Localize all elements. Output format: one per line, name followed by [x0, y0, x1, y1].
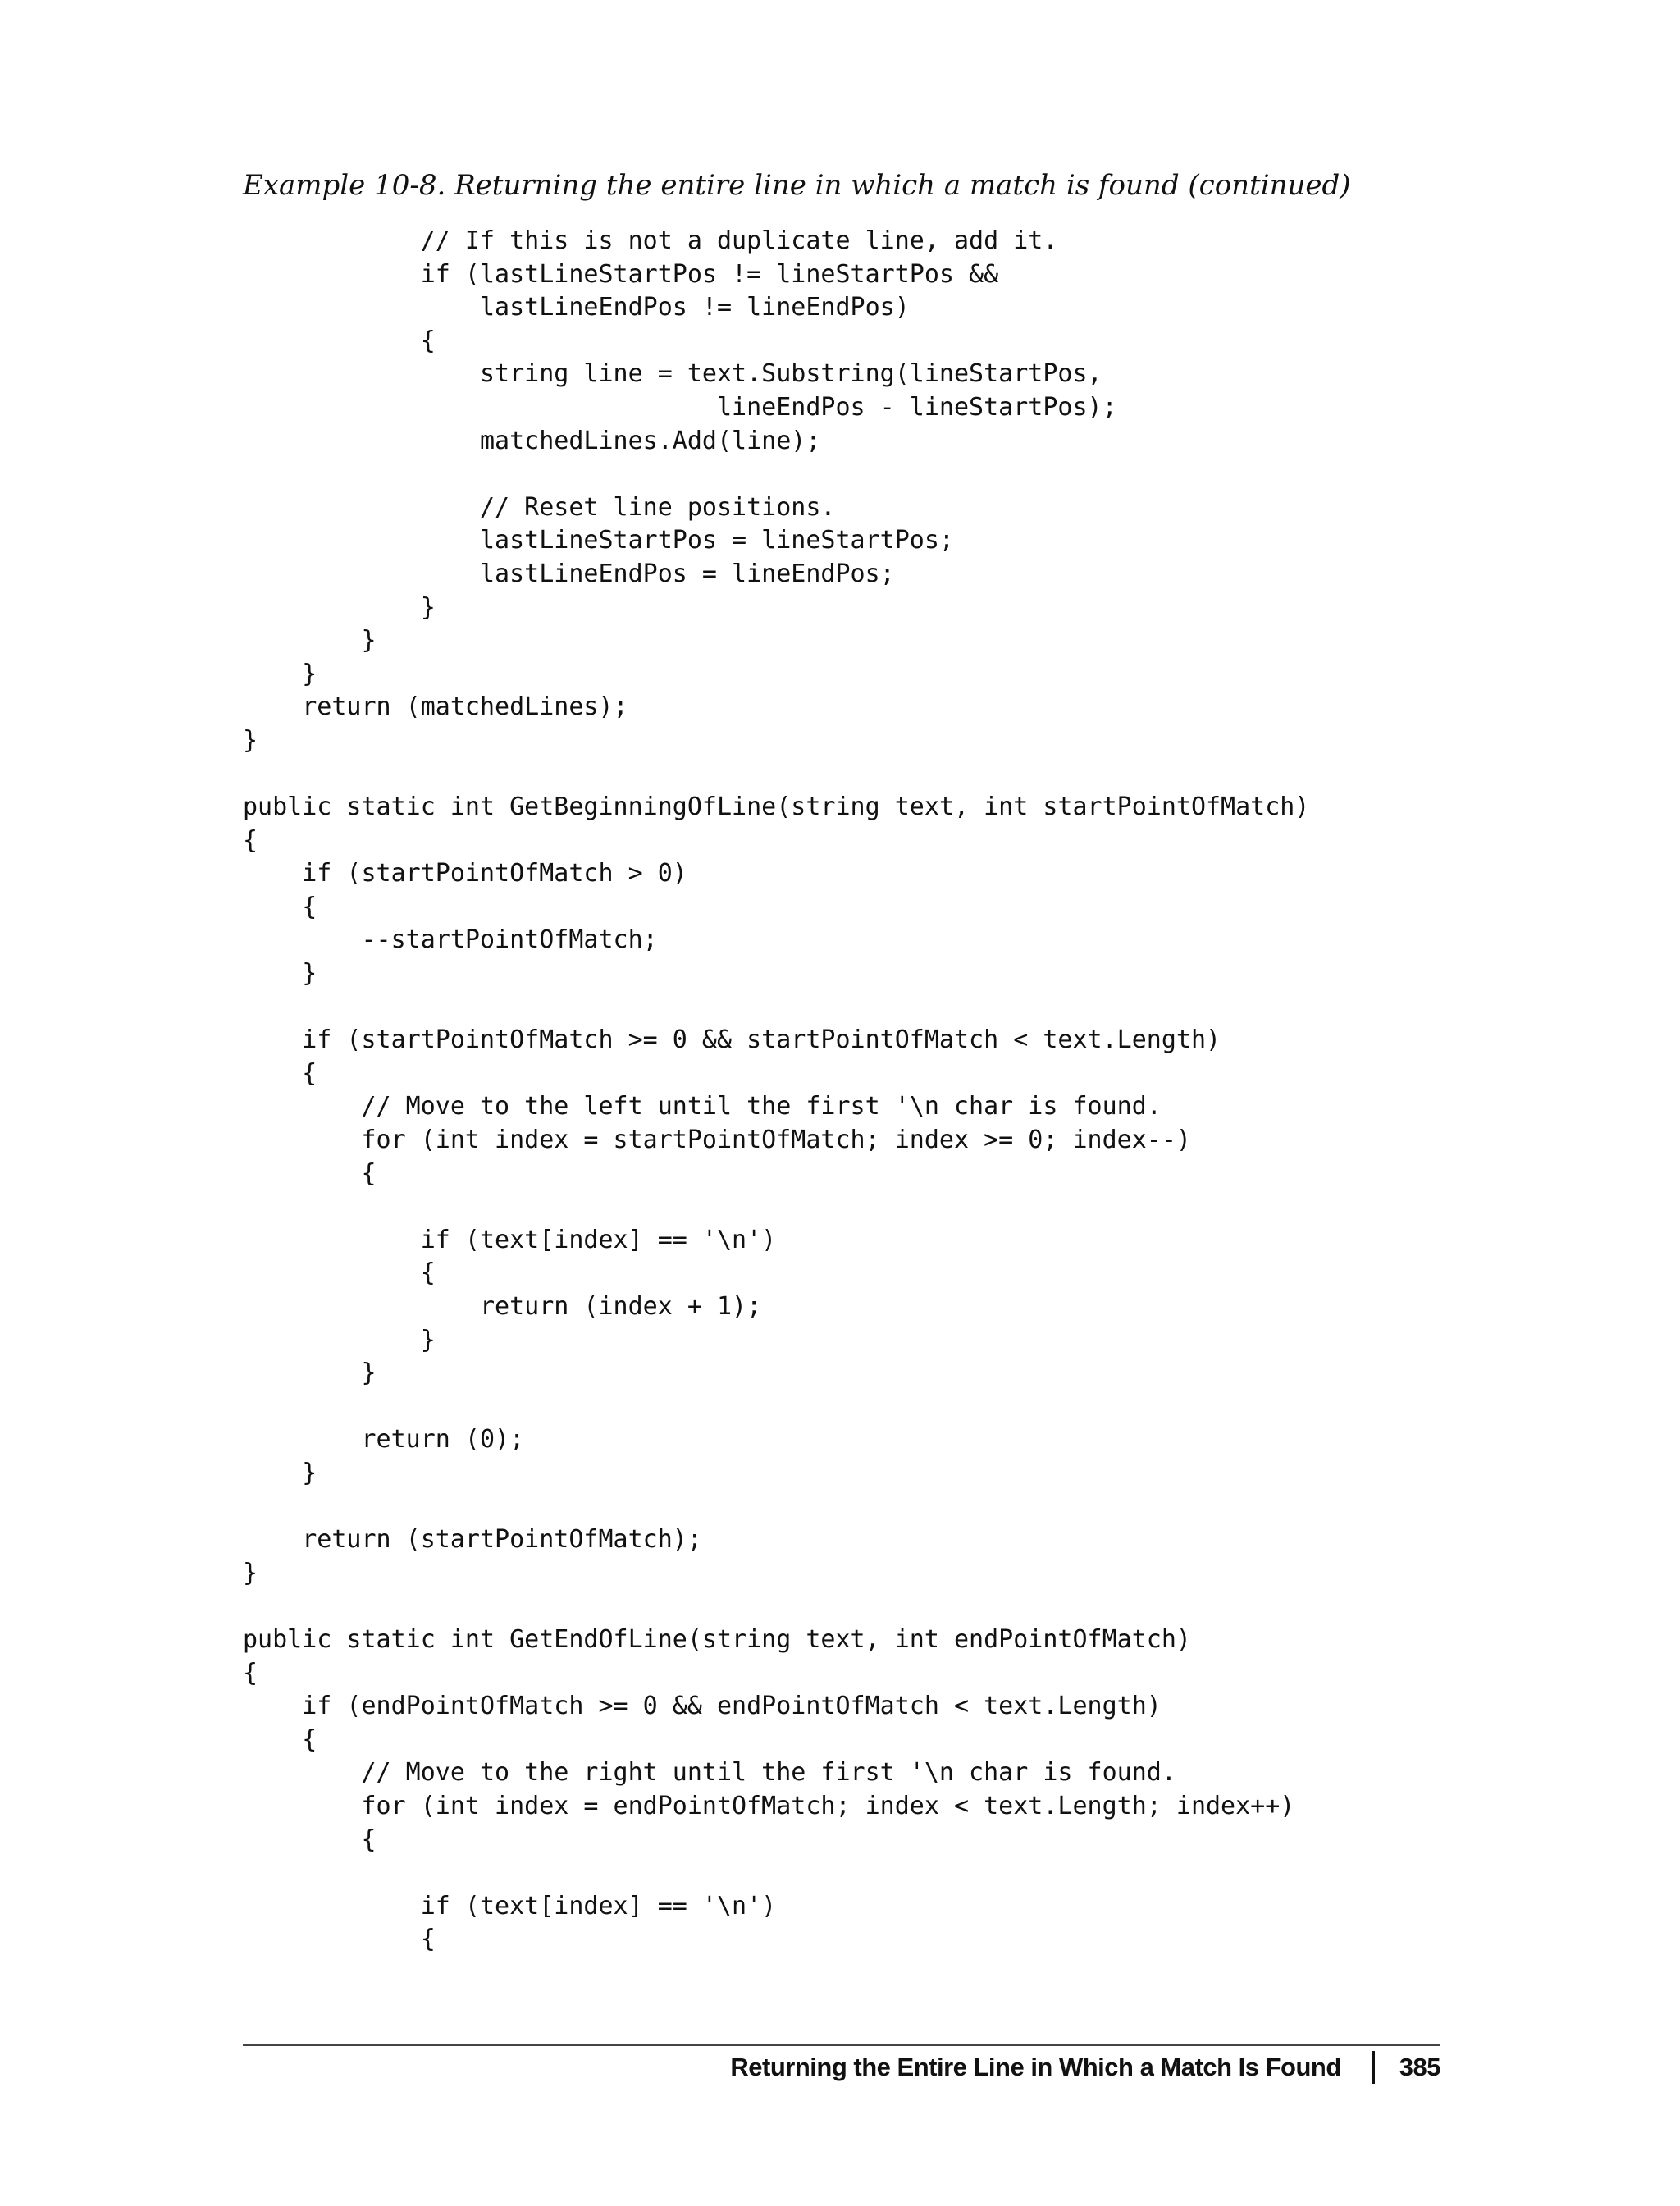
code-line [243, 758, 1309, 792]
code-line: { [243, 1658, 258, 1688]
code-line: { [243, 1825, 377, 1854]
code-line: } [243, 959, 317, 989]
code-line: if (text[index] == '\n') [243, 1225, 777, 1254]
code-line: } [243, 725, 258, 755]
code-line: } [243, 1359, 377, 1388]
code-line: for (int index = endPointOfMatch; index < text.Length; index++) [243, 1791, 1295, 1820]
code-line: if (text[index] == '\n') [243, 1891, 777, 1921]
code-line: // Move to the left until the first '\n char is found. [243, 1092, 1162, 1121]
code-line [243, 1491, 1309, 1524]
code-line: { [243, 1724, 317, 1754]
code-listing [243, 225, 1309, 1957]
code-line: { [243, 1925, 436, 1954]
code-line: string line = text.Substring(lineStartPos, [243, 359, 1102, 389]
code-line: public static int GetBeginningOfLine(string text, int startPointOfMatch) [243, 792, 1310, 822]
code-line: { [243, 1258, 436, 1288]
code-line: { [243, 326, 436, 355]
code-line: lastLineEndPos = lineEndPos; [243, 559, 895, 588]
page-footer [730, 2051, 1440, 2084]
code-line: { [243, 892, 317, 921]
code-line: { [243, 825, 258, 855]
code-line: --startPointOfMatch; [243, 925, 658, 955]
code-line: } [243, 659, 317, 688]
code-line: if (lastLineStartPos != lineStartPos && [243, 259, 999, 289]
page-number: 385 [1399, 2053, 1440, 2081]
code-line [243, 1391, 1309, 1424]
code-line: } [243, 1458, 317, 1487]
code-line [243, 1190, 1309, 1224]
code-line: } [243, 1558, 258, 1587]
code-line: return (0); [243, 1425, 525, 1455]
code-line: public static int GetEndOfLine(string text, int endPointOfMatch) [243, 1624, 1191, 1654]
code-line: // Move to the right until the first '\n char is found. [243, 1758, 1176, 1788]
code-line [243, 458, 1309, 491]
code-line [243, 1590, 1309, 1624]
footer-separator [1372, 2051, 1375, 2084]
code-line: lineEndPos - lineStartPos); [243, 392, 1117, 422]
code-line [243, 991, 1309, 1025]
code-line: return (matchedLines); [243, 692, 628, 722]
running-footer-title: Returning the Entire Line in Which a Match Is Found [730, 2053, 1341, 2081]
code-line: // Reset line positions. [243, 492, 836, 522]
code-line: lastLineStartPos = lineStartPos; [243, 526, 954, 555]
code-line: { [243, 1058, 317, 1088]
code-line: } [243, 626, 377, 655]
code-line: return (index + 1); [243, 1292, 762, 1321]
code-line: { [243, 1158, 377, 1188]
code-line: return (startPointOfMatch); [243, 1525, 702, 1555]
code-line: if (endPointOfMatch >= 0 && endPointOfMatch < text.Length) [243, 1692, 1162, 1721]
example-caption: Example 10-8. Returning the entire line in which a match is found (continued) [243, 169, 1351, 202]
code-line: } [243, 1325, 436, 1354]
code-line [243, 1857, 1309, 1890]
footer-rule [243, 2044, 1440, 2046]
code-line: if (startPointOfMatch >= 0 && startPointOfMatch < text.Length) [243, 1025, 1221, 1055]
code-line: if (startPointOfMatch > 0) [243, 859, 687, 888]
code-line: // If this is not a duplicate line, add it. [243, 226, 1058, 255]
code-line: } [243, 592, 436, 622]
code-line: for (int index = startPointOfMatch; index >= 0; index--) [243, 1126, 1191, 1155]
code-line: lastLineEndPos != lineEndPos) [243, 293, 910, 322]
code-line: matchedLines.Add(line); [243, 426, 821, 455]
